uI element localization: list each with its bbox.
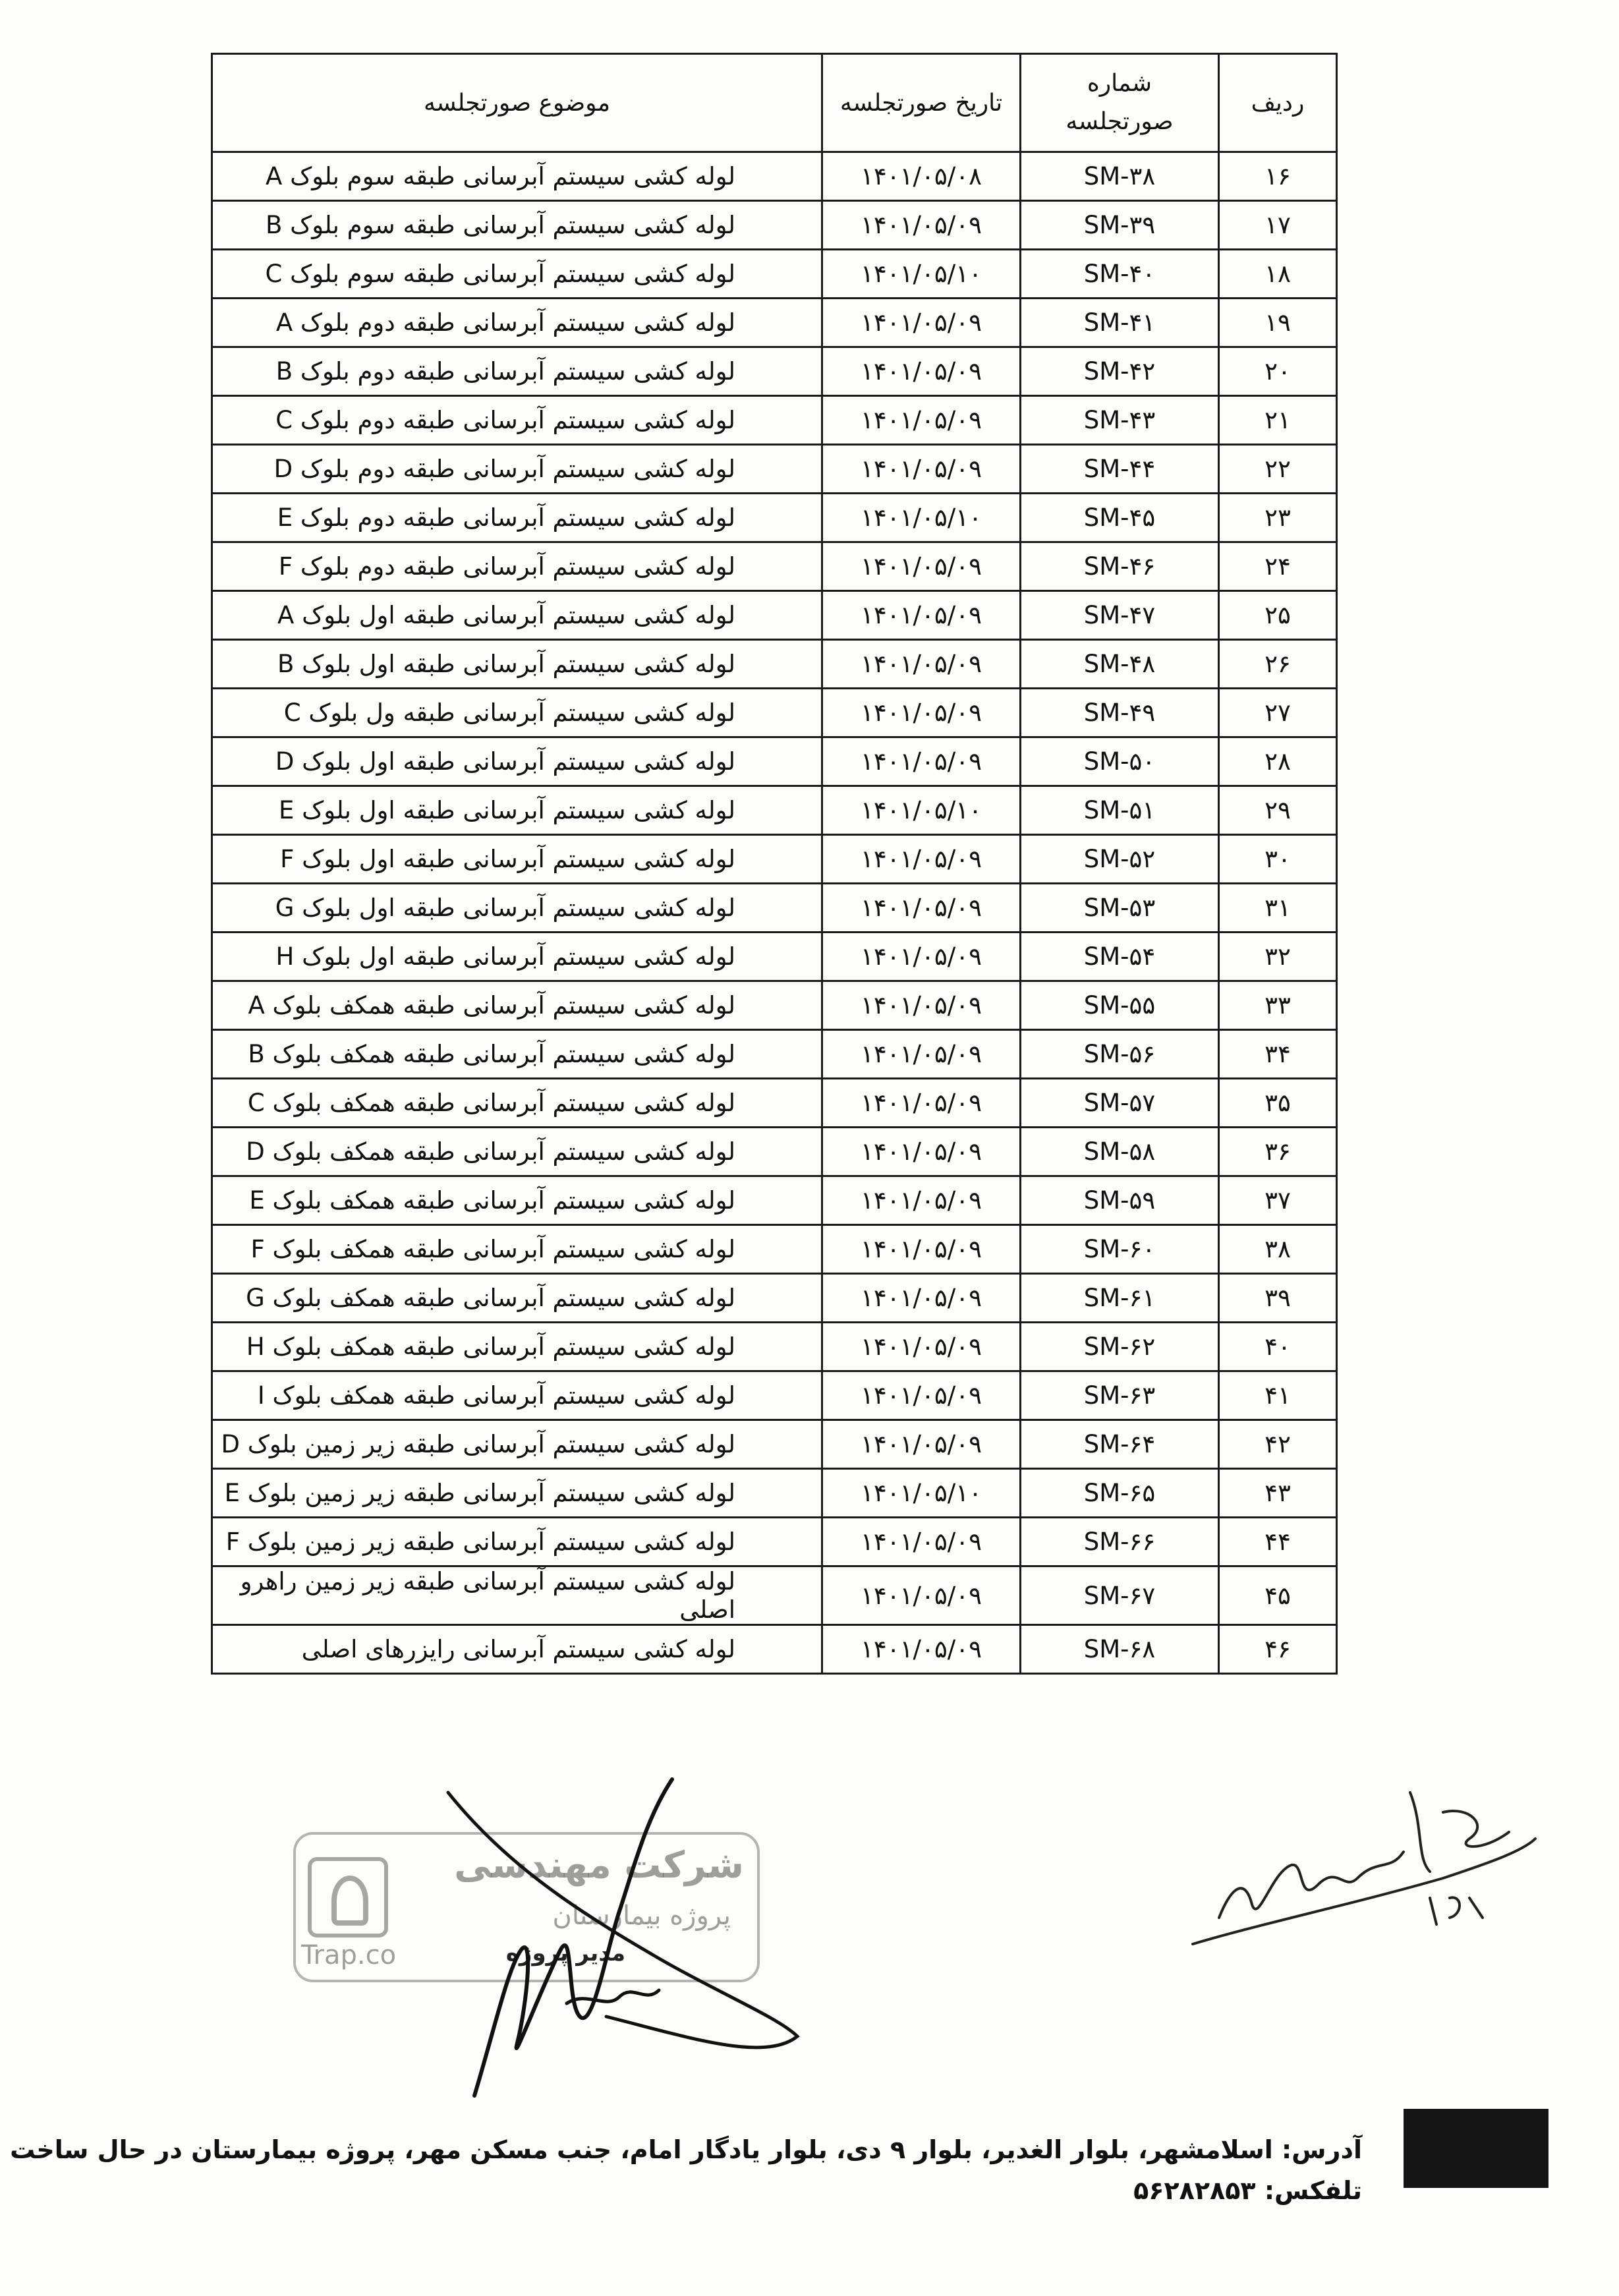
footer-black-block [1404,2109,1548,2188]
cell-minutes-number [1021,933,1219,981]
cell-minutes-date-text: ۱۴۰۱/۰۵/۰۹ [861,601,982,629]
cell-minutes-number-text: SM-۴۷ [1083,601,1156,629]
cell-minutes-date [822,1420,1021,1469]
cell-row-number: ۲۶ [1219,640,1337,689]
cell-minutes-date [822,1625,1021,1674]
cell-minutes-subject: لوله کشی سیستم آبرسانی طبقه همکف بلوک B [212,1030,822,1079]
cell-row-number: ۲۵ [1219,591,1337,640]
header-number-line2: صورتجلسه [1065,108,1174,135]
cell-minutes-date [822,299,1021,347]
cell-minutes-number [1021,737,1219,786]
cell-minutes-subject: لوله کشی سیستم آبرسانی طبقه دوم بلوک D [212,445,822,494]
table-header-row [212,54,1337,152]
cell-minutes-subject: لوله کشی سیستم آبرسانی طبقه ول بلوک C [212,689,822,737]
cell-minutes-number-text: SM-۴۳ [1083,406,1156,434]
table-row [212,1518,1337,1566]
cell-minutes-date [822,152,1021,201]
cell-row-number: ۴۵ [1219,1566,1337,1625]
cell-row-number: ۲۱ [1219,396,1337,445]
cell-row-number: ۲۹ [1219,786,1337,835]
cell-minutes-number [1021,835,1219,884]
table-row [212,1225,1337,1274]
cell-minutes-date-text: ۱۴۰۱/۰۵/۰۹ [861,406,982,434]
cell-minutes-number-text: SM-۴۰ [1083,260,1156,288]
signature-right [1179,1753,1548,1964]
stamp-company-name: شرکت مهندسی [454,1844,744,1887]
cell-row-number: ۴۱ [1219,1371,1337,1420]
header-minutes-subject: موضوع صورتجلسه [212,54,822,152]
table-row [212,347,1337,396]
table-row [212,1030,1337,1079]
cell-minutes-number [1021,201,1219,250]
cell-minutes-subject: لوله کشی سیستم آبرسانی طبقه دوم بلوک E [212,494,822,542]
cell-minutes-date-text: ۱۴۰۱/۰۵/۱۰ [861,503,982,532]
cell-minutes-subject: لوله کشی سیستم آبرسانی طبقه همکف بلوک H [212,1323,822,1371]
cell-minutes-number [1021,1176,1219,1225]
cell-minutes-date-text: ۱۴۰۱/۰۵/۱۰ [861,260,982,288]
cell-minutes-subject: لوله کشی سیستم آبرسانی طبقه دوم بلوک F [212,542,822,591]
cell-row-number: ۴۲ [1219,1420,1337,1469]
cell-minutes-date [822,640,1021,689]
table-row [212,1274,1337,1323]
footer-address: آدرس: اسلامشهر، بلوار الغدیر، بلوار ۹ دی، بلوار یادگار امام، جنب مسکن مهر، پروژه بیمارستان در حال ساخت [10,2135,1362,2164]
header-minutes-date: تاریخ صورتجلسه [822,54,1021,152]
cell-minutes-subject: لوله کشی سیستم آبرسانی طبقه اول بلوک D [212,737,822,786]
cell-minutes-number-text: SM-۶۶ [1083,1528,1156,1556]
cell-minutes-number [1021,1323,1219,1371]
cell-minutes-subject: لوله کشی سیستم آبرسانی طبقه اول بلوک E [212,786,822,835]
cell-minutes-number [1021,981,1219,1030]
cell-minutes-number-text: SM-۴۵ [1083,503,1156,532]
cell-row-number: ۴۴ [1219,1518,1337,1566]
cell-minutes-date [822,689,1021,737]
cell-minutes-number [1021,689,1219,737]
cell-minutes-subject: لوله کشی سیستم آبرسانی طبقه سوم بلوک A [212,152,822,201]
cell-minutes-subject: لوله کشی سیستم آبرسانی طبقه اول بلوک A [212,591,822,640]
footer-phone: تلفکس: ۵۶۲۸۲۸۵۳ [1133,2176,1362,2205]
cell-minutes-date-text: ۱۴۰۱/۰۵/۰۹ [861,357,982,386]
stamp-role: مدیر پروژه [505,1940,625,1966]
cell-minutes-date-text: ۱۴۰۱/۰۵/۰۹ [861,308,982,337]
cell-minutes-date [822,1030,1021,1079]
table-row [212,689,1337,737]
cell-minutes-number [1021,1079,1219,1128]
cell-minutes-number-text: SM-۵۰ [1083,747,1156,776]
cell-minutes-date [822,1274,1021,1323]
cell-minutes-number-text: SM-۶۳ [1083,1381,1156,1410]
table-row [212,835,1337,884]
cell-minutes-subject: لوله کشی سیستم آبرسانی طبقه همکف بلوک C [212,1079,822,1128]
cell-minutes-number [1021,347,1219,396]
cell-minutes-number [1021,542,1219,591]
cell-minutes-date [822,1225,1021,1274]
table-row [212,1176,1337,1225]
cell-minutes-date-text: ۱۴۰۱/۰۵/۰۹ [861,894,982,922]
cell-row-number: ۴۳ [1219,1469,1337,1518]
cell-minutes-date [822,737,1021,786]
cell-minutes-number [1021,786,1219,835]
cell-minutes-subject: لوله کشی سیستم آبرسانی طبقه زیر زمین بلوک E [212,1469,822,1518]
cell-minutes-number-text: SM-۶۰ [1083,1235,1156,1263]
table-body [212,152,1337,1674]
cell-row-number: ۳۰ [1219,835,1337,884]
cell-minutes-number [1021,299,1219,347]
table-row [212,1371,1337,1420]
cell-row-number: ۳۶ [1219,1128,1337,1176]
cell-row-number: ۳۵ [1219,1079,1337,1128]
table-row [212,201,1337,250]
cell-row-number: ۳۴ [1219,1030,1337,1079]
cell-minutes-date-text: ۱۴۰۱/۰۵/۱۰ [861,796,982,824]
cell-minutes-number-text: SM-۵۸ [1083,1137,1156,1166]
cell-minutes-subject: لوله کشی سیستم آبرسانی طبقه همکف بلوک G [212,1274,822,1323]
table-row [212,933,1337,981]
cell-minutes-number [1021,1518,1219,1566]
cell-row-number: ۳۷ [1219,1176,1337,1225]
cell-row-number: ۲۴ [1219,542,1337,591]
cell-row-number: ۳۹ [1219,1274,1337,1323]
cell-minutes-number-text: SM-۵۵ [1083,991,1156,1019]
cell-minutes-subject: لوله کشی سیستم آبرسانی طبقه زیر زمین بلوک D [212,1420,822,1469]
table-row [212,591,1337,640]
cell-minutes-number [1021,1030,1219,1079]
cell-minutes-date [822,933,1021,981]
cell-minutes-date [822,1128,1021,1176]
cell-row-number: ۱۸ [1219,250,1337,299]
cell-minutes-date-text: ۱۴۰۱/۰۵/۰۸ [861,162,982,190]
cell-minutes-date [822,347,1021,396]
cell-minutes-number-text: SM-۶۸ [1083,1635,1156,1663]
cell-minutes-subject: لوله کشی سیستم آبرسانی طبقه همکف بلوک I [212,1371,822,1420]
cell-minutes-number-text: SM-۵۹ [1083,1186,1156,1215]
cell-minutes-subject: لوله کشی سیستم آبرسانی طبقه زیر زمین راهرو اصلی [212,1566,822,1625]
cell-minutes-subject: لوله کشی سیستم آبرسانی طبقه دوم بلوک C [212,396,822,445]
cell-row-number: ۳۳ [1219,981,1337,1030]
cell-minutes-date-text: ۱۴۰۱/۰۵/۰۹ [861,1635,982,1663]
cell-minutes-date-text: ۱۴۰۱/۰۵/۰۹ [861,1381,982,1410]
cell-row-number: ۲۸ [1219,737,1337,786]
table-row [212,1625,1337,1674]
table-row [212,299,1337,347]
cell-minutes-date [822,445,1021,494]
table-row [212,981,1337,1030]
table-row [212,152,1337,201]
cell-minutes-number [1021,445,1219,494]
cell-minutes-subject: لوله کشی سیستم آبرسانی رایزرهای اصلی [212,1625,822,1674]
cell-minutes-number-text: SM-۵۱ [1083,796,1156,824]
cell-minutes-number [1021,1566,1219,1625]
cell-minutes-subject: لوله کشی سیستم آبرسانی طبقه اول بلوک F [212,835,822,884]
cell-minutes-number-text: SM-۴۱ [1083,308,1156,337]
cell-minutes-subject: لوله کشی سیستم آبرسانی طبقه همکف بلوک D [212,1128,822,1176]
table-row [212,542,1337,591]
header-row-number: ردیف [1219,54,1337,152]
cell-minutes-date-text: ۱۴۰۱/۰۵/۰۹ [861,942,982,971]
cell-minutes-number [1021,1371,1219,1420]
cell-minutes-date-text: ۱۴۰۱/۰۵/۰۹ [861,1137,982,1166]
cell-minutes-date [822,884,1021,933]
cell-minutes-date [822,1079,1021,1128]
cell-minutes-date-text: ۱۴۰۱/۰۵/۰۹ [861,1186,982,1215]
cell-minutes-date [822,1323,1021,1371]
cell-minutes-date-text: ۱۴۰۱/۰۵/۰۹ [861,1528,982,1556]
cell-minutes-date [822,201,1021,250]
cell-minutes-subject: لوله کشی سیستم آبرسانی طبقه همکف بلوک F [212,1225,822,1274]
cell-minutes-date-text: ۱۴۰۱/۰۵/۰۹ [861,455,982,483]
cell-minutes-number [1021,396,1219,445]
cell-minutes-date-text: ۱۴۰۱/۰۵/۰۹ [861,1333,982,1361]
minutes-table [211,53,1338,1675]
cell-minutes-number [1021,494,1219,542]
cell-minutes-date [822,1176,1021,1225]
cell-minutes-subject: لوله کشی سیستم آبرسانی طبقه همکف بلوک A [212,981,822,1030]
cell-minutes-number [1021,1225,1219,1274]
cell-minutes-number-text: SM-۴۸ [1083,650,1156,678]
cell-row-number: ۲۳ [1219,494,1337,542]
cell-minutes-number [1021,591,1219,640]
cell-minutes-subject: لوله کشی سیستم آبرسانی طبقه سوم بلوک C [212,250,822,299]
cell-minutes-number-text: SM-۵۲ [1083,845,1156,873]
table-row [212,1469,1337,1518]
cell-minutes-date [822,542,1021,591]
cell-row-number: ۳۲ [1219,933,1337,981]
stamp-project-name: پروژه بیمارستان [552,1901,731,1931]
table-row [212,786,1337,835]
cell-minutes-subject: لوله کشی سیستم آبرسانی طبقه اول بلوک G [212,884,822,933]
cell-minutes-date-text: ۱۴۰۱/۰۵/۰۹ [861,1284,982,1312]
table-row [212,1079,1337,1128]
table-row [212,396,1337,445]
cell-minutes-subject: لوله کشی سیستم آبرسانی طبقه اول بلوک H [212,933,822,981]
table-row [212,737,1337,786]
cell-minutes-number-text: SM-۴۴ [1083,455,1156,483]
cell-minutes-date-text: ۱۴۰۱/۰۵/۱۰ [861,1479,982,1507]
cell-minutes-date [822,591,1021,640]
cell-minutes-number [1021,1469,1219,1518]
cell-row-number: ۳۸ [1219,1225,1337,1274]
cell-minutes-number-text: SM-۶۴ [1083,1430,1156,1458]
cell-minutes-date-text: ۱۴۰۱/۰۵/۰۹ [861,845,982,873]
cell-minutes-number [1021,640,1219,689]
cell-minutes-date-text: ۱۴۰۱/۰۵/۰۹ [861,1040,982,1068]
cell-minutes-number-text: SM-۵۴ [1083,942,1156,971]
cell-minutes-date [822,786,1021,835]
cell-minutes-number-text: SM-۵۶ [1083,1040,1156,1068]
header-minutes-number [1021,54,1219,152]
cell-row-number: ۱۶ [1219,152,1337,201]
cell-minutes-date-text: ۱۴۰۱/۰۵/۰۹ [861,1430,982,1458]
cell-row-number: ۱۷ [1219,201,1337,250]
cell-minutes-date-text: ۱۴۰۱/۰۵/۰۹ [861,1581,982,1610]
cell-row-number: ۳۱ [1219,884,1337,933]
table-row [212,1420,1337,1469]
cell-row-number: ۴۰ [1219,1323,1337,1371]
cell-minutes-number-text: SM-۵۳ [1083,894,1156,922]
cell-minutes-date [822,981,1021,1030]
cell-row-number: ۲۷ [1219,689,1337,737]
cell-minutes-number-text: SM-۶۲ [1083,1333,1156,1361]
cell-minutes-subject: لوله کشی سیستم آبرسانی طبقه زیر زمین بلوک F [212,1518,822,1566]
cell-minutes-subject: لوله کشی سیستم آبرسانی طبقه همکف بلوک E [212,1176,822,1225]
cell-minutes-subject: لوله کشی سیستم آبرسانی طبقه دوم بلوک A [212,299,822,347]
cell-minutes-number [1021,1420,1219,1469]
header-number-line1: شماره [1087,70,1152,97]
cell-minutes-number-text: SM-۳۸ [1083,162,1156,190]
table-row [212,250,1337,299]
cell-minutes-number [1021,1128,1219,1176]
cell-minutes-date [822,1371,1021,1420]
table-row [212,445,1337,494]
cell-minutes-number-text: SM-۴۶ [1083,552,1156,581]
cell-minutes-date-text: ۱۴۰۱/۰۵/۰۹ [861,211,982,239]
cell-minutes-date [822,1566,1021,1625]
cell-minutes-number [1021,250,1219,299]
cell-row-number: ۲۰ [1219,347,1337,396]
cell-minutes-date-text: ۱۴۰۱/۰۵/۰۹ [861,1089,982,1117]
cell-minutes-date [822,396,1021,445]
table-row [212,1566,1337,1625]
cell-minutes-date-text: ۱۴۰۱/۰۵/۰۹ [861,650,982,678]
stamp-website: Trap.co [301,1940,397,1970]
cell-minutes-date [822,494,1021,542]
cell-minutes-date [822,835,1021,884]
cell-minutes-date [822,1469,1021,1518]
cell-minutes-date-text: ۱۴۰۱/۰۵/۰۹ [861,699,982,727]
cell-minutes-number-text: SM-۴۲ [1083,357,1156,386]
cell-minutes-subject: لوله کشی سیستم آبرسانی طبقه سوم بلوک B [212,201,822,250]
cell-minutes-number [1021,1274,1219,1323]
table-row [212,884,1337,933]
cell-minutes-number-text: SM-۶۱ [1083,1284,1156,1312]
cell-minutes-number [1021,152,1219,201]
cell-row-number: ۴۶ [1219,1625,1337,1674]
cell-minutes-number-text: SM-۴۹ [1083,699,1156,727]
table-row [212,1128,1337,1176]
cell-minutes-number [1021,1625,1219,1674]
cell-minutes-number [1021,884,1219,933]
cell-minutes-date-text: ۱۴۰۱/۰۵/۰۹ [861,1235,982,1263]
signature-left [369,1753,830,2122]
table-row [212,640,1337,689]
cell-minutes-date-text: ۱۴۰۱/۰۵/۰۹ [861,552,982,581]
cell-minutes-date-text: ۱۴۰۱/۰۵/۰۹ [861,747,982,776]
cell-minutes-number-text: SM-۳۹ [1083,211,1156,239]
table-row [212,1323,1337,1371]
cell-minutes-number-text: SM-۶۵ [1083,1479,1156,1507]
cell-row-number: ۲۲ [1219,445,1337,494]
cell-minutes-date [822,1518,1021,1566]
cell-minutes-number-text: SM-۶۷ [1083,1581,1156,1610]
table-row [212,494,1337,542]
cell-minutes-date [822,250,1021,299]
cell-minutes-date-text: ۱۴۰۱/۰۵/۰۹ [861,991,982,1019]
cell-minutes-subject: لوله کشی سیستم آبرسانی طبقه اول بلوک B [212,640,822,689]
cell-minutes-number-text: SM-۵۷ [1083,1089,1156,1117]
cell-row-number: ۱۹ [1219,299,1337,347]
cell-minutes-subject: لوله کشی سیستم آبرسانی طبقه دوم بلوک B [212,347,822,396]
